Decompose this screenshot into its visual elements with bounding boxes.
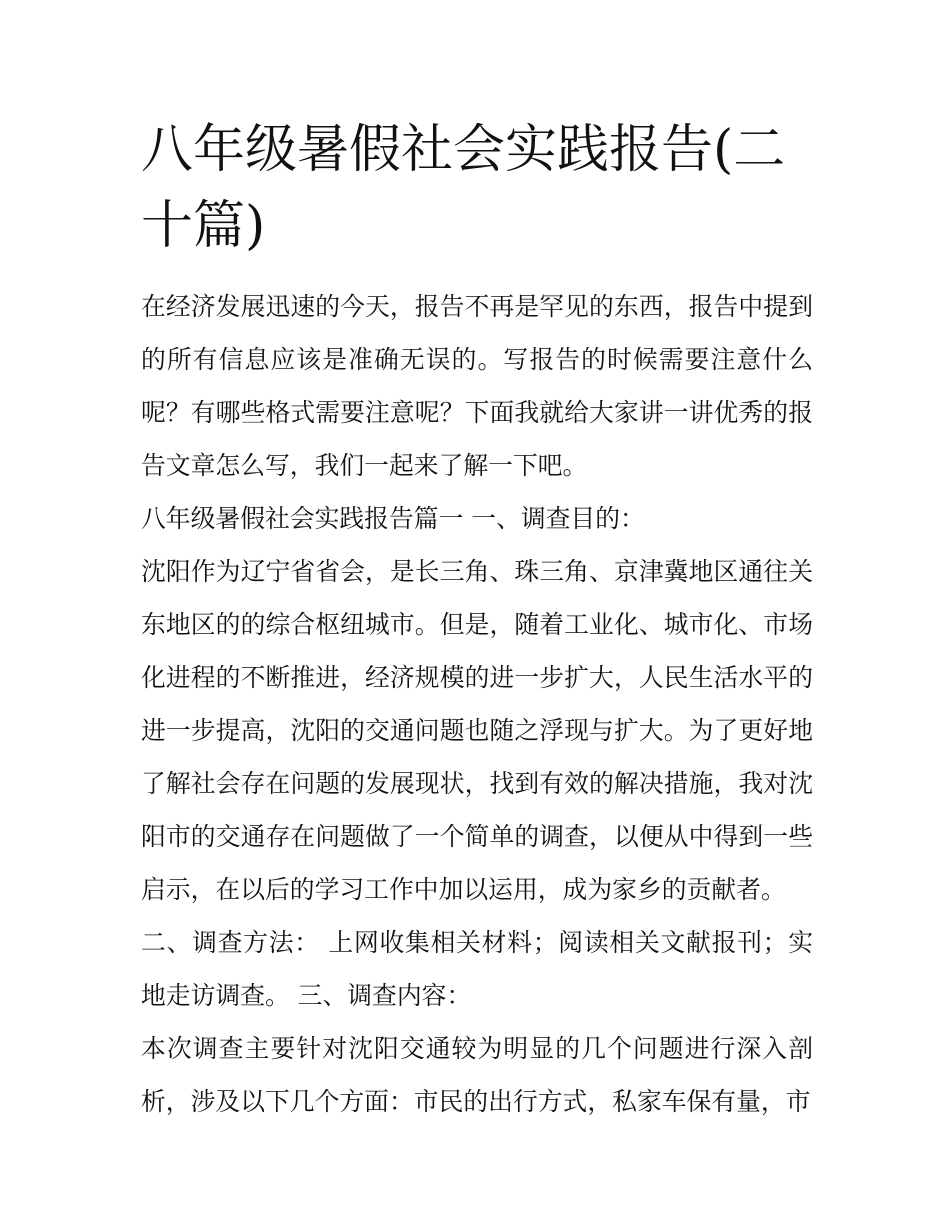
document-body xyxy=(141,280,813,1128)
paragraph-purpose: 沈阳作为辽宁省省会，是长三角、珠三角、京津冀地区通往关东地区的的综合枢纽城市。但是，随着工业化、城市化、市场化进程的不断推进，经济规模的进一步扩大，人民生活水平的进一步提高，沈阳的交通问题也随之浮现与扩大。为了更好地了解社会存在问题的发展现状，找到有效的解决措施，我对沈阳市的交通存在问题做了一个简单的调查，以便从中得到一些启示，在以后的学习工作中加以运用，成为家乡的贡献者。 xyxy=(141,557,813,904)
paragraph-methods: 二、调查方法： 上网收集相关材料；阅读相关文献报刊；实地走访调查。 三、调查内容： xyxy=(141,928,813,1010)
paragraph-content: 本次调查主要针对沈阳交通较为明显的几个问题进行深入剖析，涉及以下几个方面：市民的出行方式，私家车保有量，市 xyxy=(141,1034,813,1116)
paragraph-intro: 在经济发展迅速的今天，报告不再是罕见的东西，报告中提到的所有信息应该是准确无误的。写报告的时候需要注意什么呢？有哪些格式需要注意呢？下面我就给大家讲一讲优秀的报告文章怎么写，我们一起来了解一下吧。 xyxy=(141,292,813,480)
paragraph-section-heading: 八年级暑假社会实践报告篇一 一、调查目的： xyxy=(141,504,645,533)
document-title: 八年级暑假社会实践报告(二十篇) xyxy=(141,120,786,256)
